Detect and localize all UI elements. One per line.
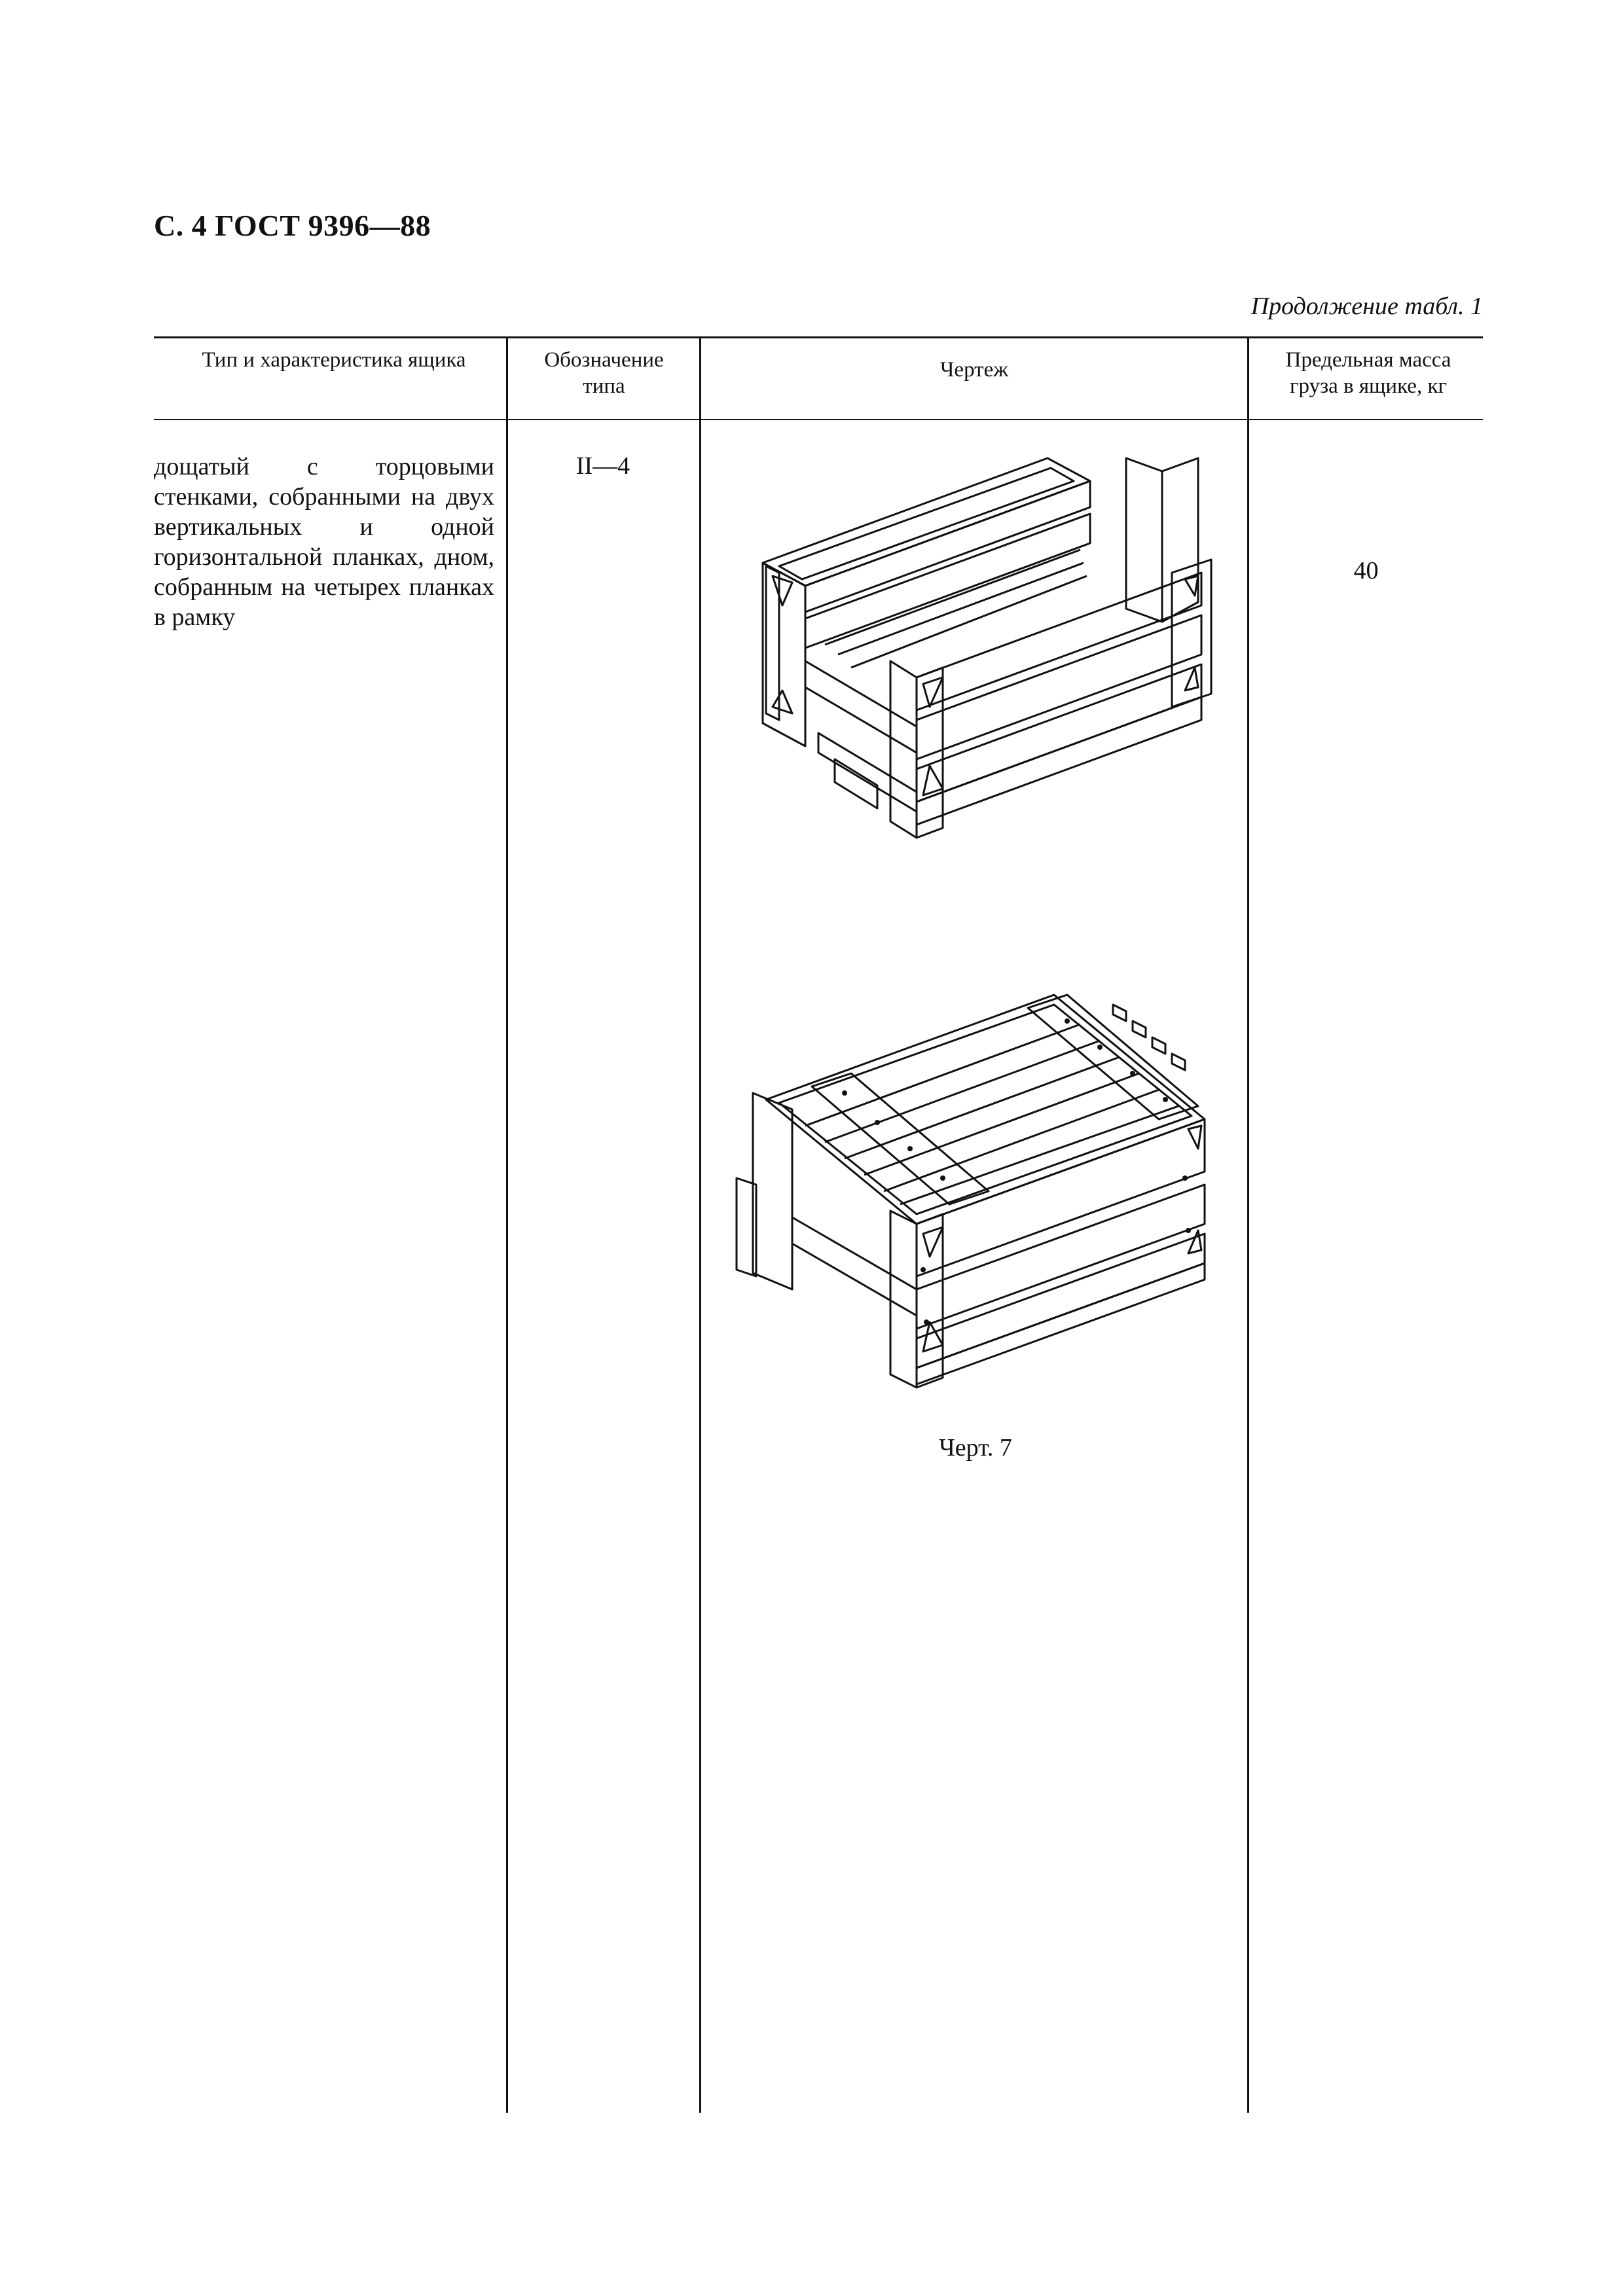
header-drawing: Чертеж xyxy=(939,358,1009,382)
column-divider-1 xyxy=(506,336,508,2113)
max-mass: 40 xyxy=(1353,557,1379,584)
type-description: дощатый с торцовыми стенками, собранными на двух вертикальных и одной горизонтальной планках, дном, собранным на четырех планках в рамку xyxy=(154,453,494,631)
table-header-rule xyxy=(154,419,1483,420)
drawing-caption: Черт. 7 xyxy=(939,1434,1012,1462)
page-header: С. 4 ГОСТ 9396—88 xyxy=(154,209,431,242)
column-divider-2 xyxy=(699,336,701,2113)
open-crate-drawing xyxy=(727,445,1224,851)
header-code: Обозначение типа xyxy=(544,348,664,398)
table-top-rule xyxy=(154,336,1483,338)
type-code: II—4 xyxy=(575,452,630,480)
column-divider-3 xyxy=(1247,336,1249,2113)
closed-crate-drawing xyxy=(727,982,1224,1401)
continuation-note: Продолжение табл. 1 xyxy=(1250,293,1483,320)
header-mass: Предельная масса груза в ящике, кг xyxy=(1285,348,1451,398)
header-type: Тип и характеристика ящика xyxy=(202,348,466,372)
